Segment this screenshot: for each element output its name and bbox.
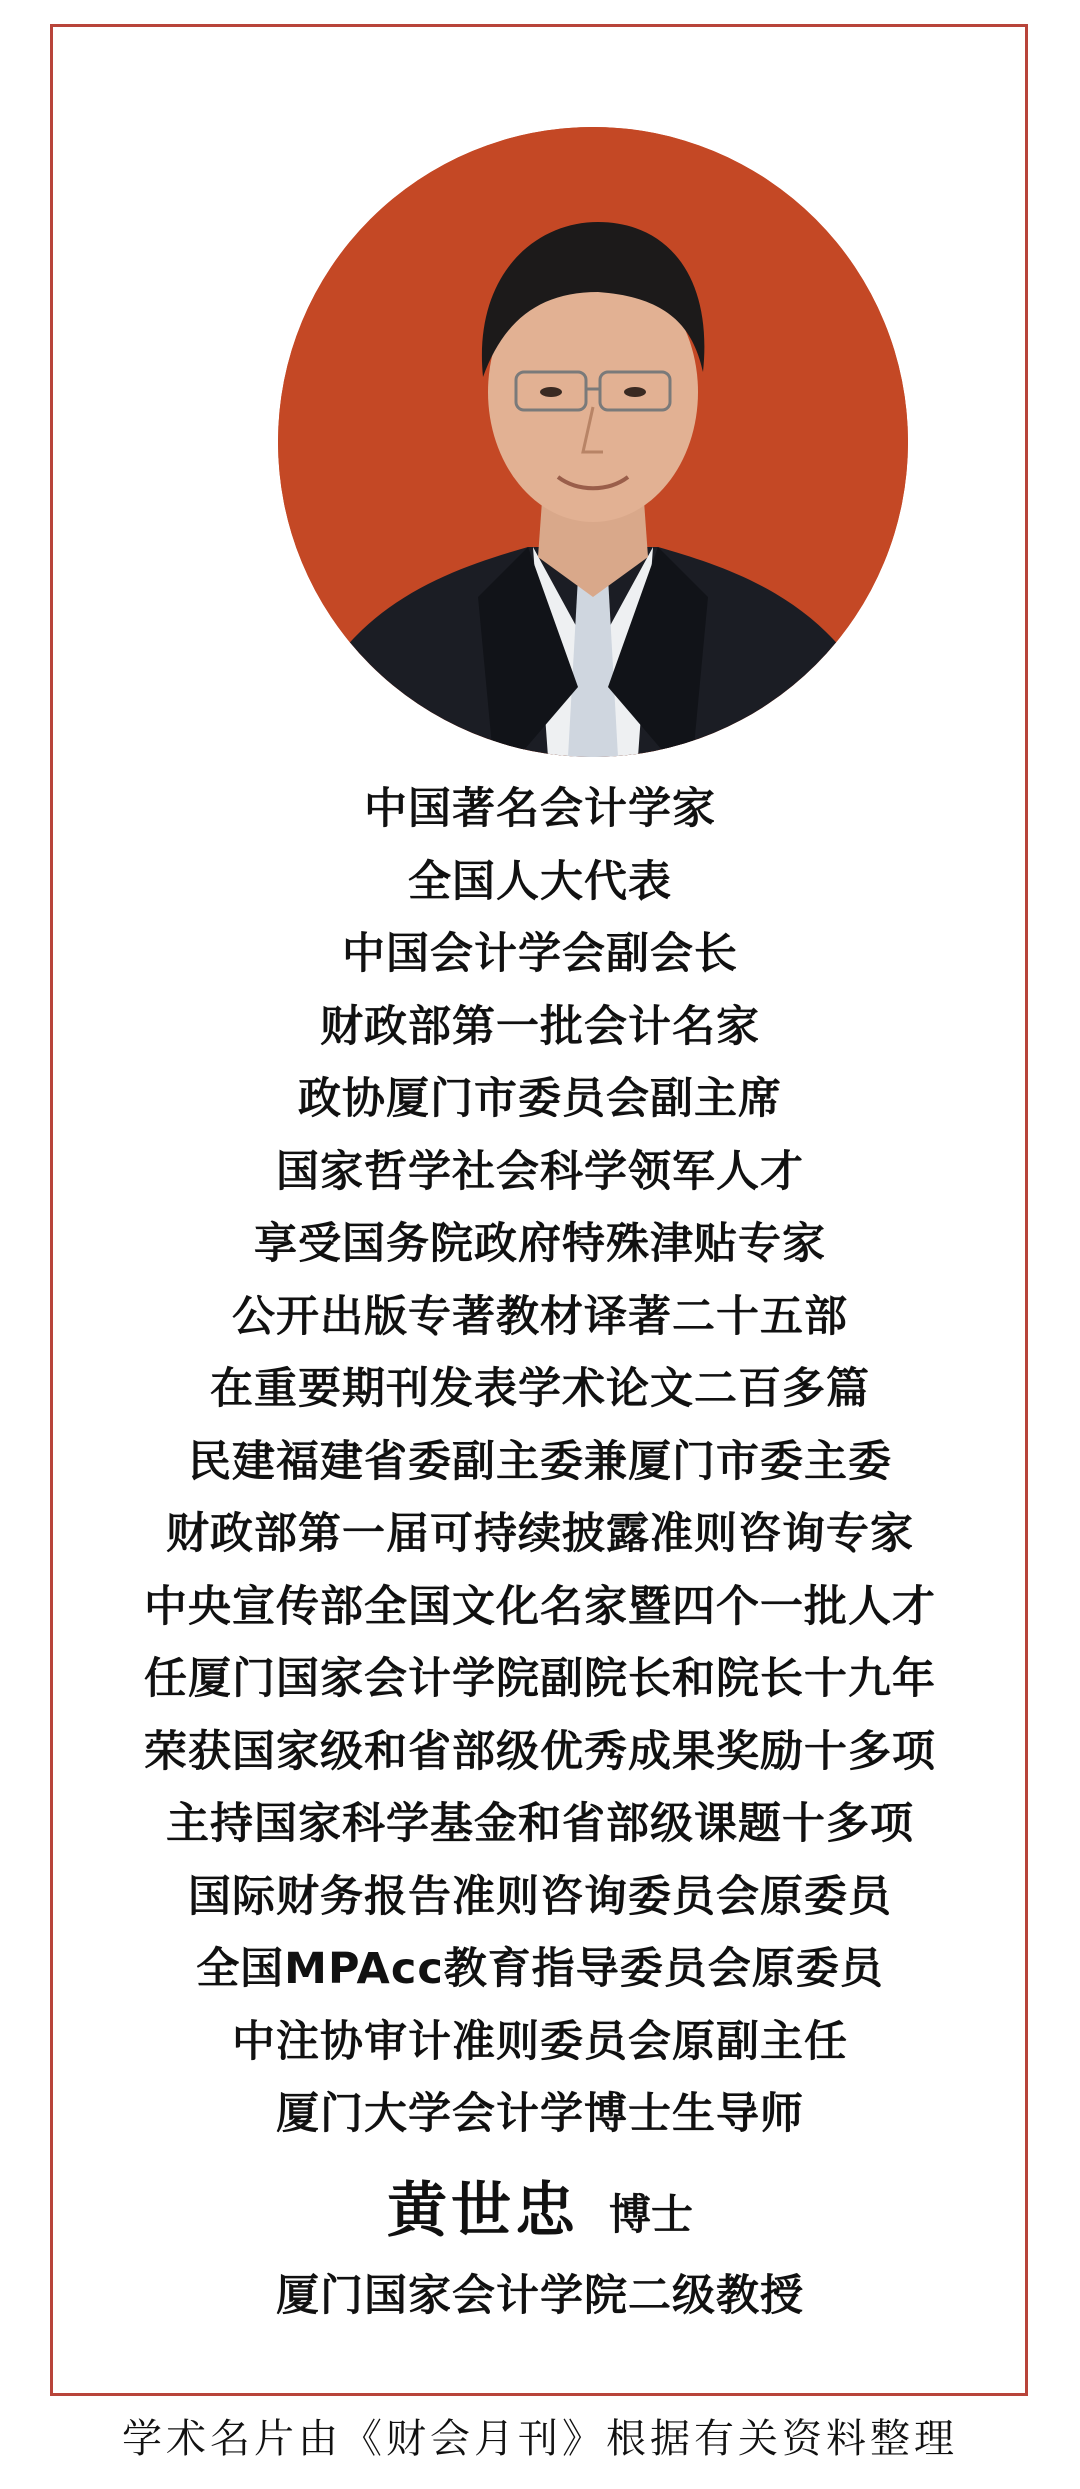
- title-item: 中央宣传部全国文化名家暨四个一批人才: [144, 1581, 936, 1632]
- title-item: 荣获国家级和省部级优秀成果奖励十多项: [144, 1726, 936, 1777]
- portrait-photo: [278, 127, 908, 757]
- title-item: 公开出版专著教材译著二十五部: [232, 1291, 848, 1342]
- title-list: [60, 773, 1020, 2151]
- title-item: 中国著名会计学家: [364, 784, 716, 834]
- footer-note: 学术名片由《财会月刊》根据有关资料整理: [122, 2416, 958, 2462]
- title-item: 国家哲学社会科学领军人才: [276, 1146, 804, 1197]
- title-item: 国际财务报告准则咨询委员会原委员: [188, 1871, 892, 1922]
- portrait-photo-icon: [278, 127, 908, 757]
- title-item: 主持国家科学基金和省部级课题十多项: [166, 1799, 914, 1849]
- person-name: 黄世忠: [386, 2176, 579, 2246]
- title-item: 任厦门国家会计学院副院长和院长十九年: [144, 1654, 936, 1704]
- title-item: 全国MPAcc教育指导委员会原委员: [196, 1944, 884, 1994]
- title-item: 民建福建省委副主委兼厦门市委主委: [188, 1436, 892, 1487]
- title-item: 中注协审计准则委员会原副主任: [232, 2016, 848, 2067]
- person-position: 厦门国家会计学院二级教授: [276, 2271, 804, 2321]
- title-item: 在重要期刊发表学术论文二百多篇: [210, 1364, 870, 1414]
- person-degree: 博士: [608, 2190, 693, 2239]
- name-line: [60, 2163, 1020, 2249]
- title-item: 财政部第一届可持续披露准则咨询专家: [166, 1509, 914, 1559]
- title-item: 中国会计学会副会长: [342, 929, 738, 979]
- title-item: 全国人大代表: [408, 856, 672, 907]
- title-item: 财政部第一批会计名家: [320, 1001, 760, 1052]
- title-item: 政协厦门市委员会副主席: [298, 1074, 782, 1124]
- title-item: 享受国务院政府特殊津贴专家: [254, 1219, 826, 1269]
- title-item: 厦门大学会计学博士生导师: [276, 2089, 804, 2139]
